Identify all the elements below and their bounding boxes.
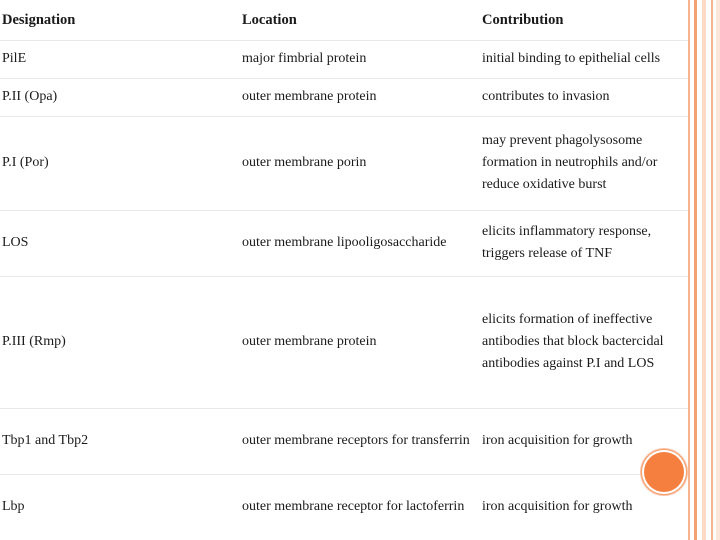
location-cell: major fimbrial protein xyxy=(242,51,367,66)
decorative-rail xyxy=(688,0,690,540)
decorative-rail xyxy=(716,0,720,540)
contribution-cell: may prevent phagolysosome formation in neutrophils and/or reduce oxidative burst xyxy=(482,133,658,192)
location-cell: outer membrane protein xyxy=(242,334,377,349)
contribution-cell: contributes to invasion xyxy=(482,89,610,104)
decorative-rail xyxy=(702,0,706,540)
contribution-cell: iron acquisition for growth xyxy=(482,433,633,448)
designation-cell: P.I (Por) xyxy=(2,155,49,170)
header-contribution: Contribution xyxy=(482,12,564,28)
designation-cell: PilE xyxy=(2,51,27,66)
table-row xyxy=(0,408,690,475)
location-cell: outer membrane lipooligosaccharide xyxy=(242,235,447,250)
designation-cell: P.II (Opa) xyxy=(2,89,58,104)
designation-cell: Lbp xyxy=(2,499,25,514)
decorative-rail xyxy=(711,0,713,540)
header-location: Location xyxy=(242,12,297,28)
contribution-cell: elicits inflammatory response, triggers release of TNF xyxy=(482,224,652,261)
table-row xyxy=(0,116,690,211)
table-row xyxy=(0,276,690,409)
decorative-rail xyxy=(694,0,697,540)
decorative-orange-circle xyxy=(644,452,684,492)
table-row xyxy=(0,40,690,79)
contribution-cell: iron acquisition for growth xyxy=(482,499,633,514)
table-header-row xyxy=(0,0,690,41)
table-row xyxy=(0,474,690,540)
location-cell: outer membrane receptors for transferrin xyxy=(242,433,470,448)
table-row xyxy=(0,210,690,277)
header-designation: Designation xyxy=(2,12,76,28)
location-cell: outer membrane porin xyxy=(242,155,367,170)
designation-cell: P.III (Rmp) xyxy=(2,334,66,349)
designation-cell: Tbp1 and Tbp2 xyxy=(2,433,89,448)
contribution-cell: initial binding to epithelial cells xyxy=(482,51,661,66)
location-cell: outer membrane receptor for lactoferrin xyxy=(242,499,465,514)
designation-cell: LOS xyxy=(2,235,29,250)
table-row xyxy=(0,78,690,117)
location-cell: outer membrane protein xyxy=(242,89,377,104)
contribution-cell: elicits formation of ineffective antibodies that block bactercidal antibodies against P.I and LOS xyxy=(482,312,664,371)
